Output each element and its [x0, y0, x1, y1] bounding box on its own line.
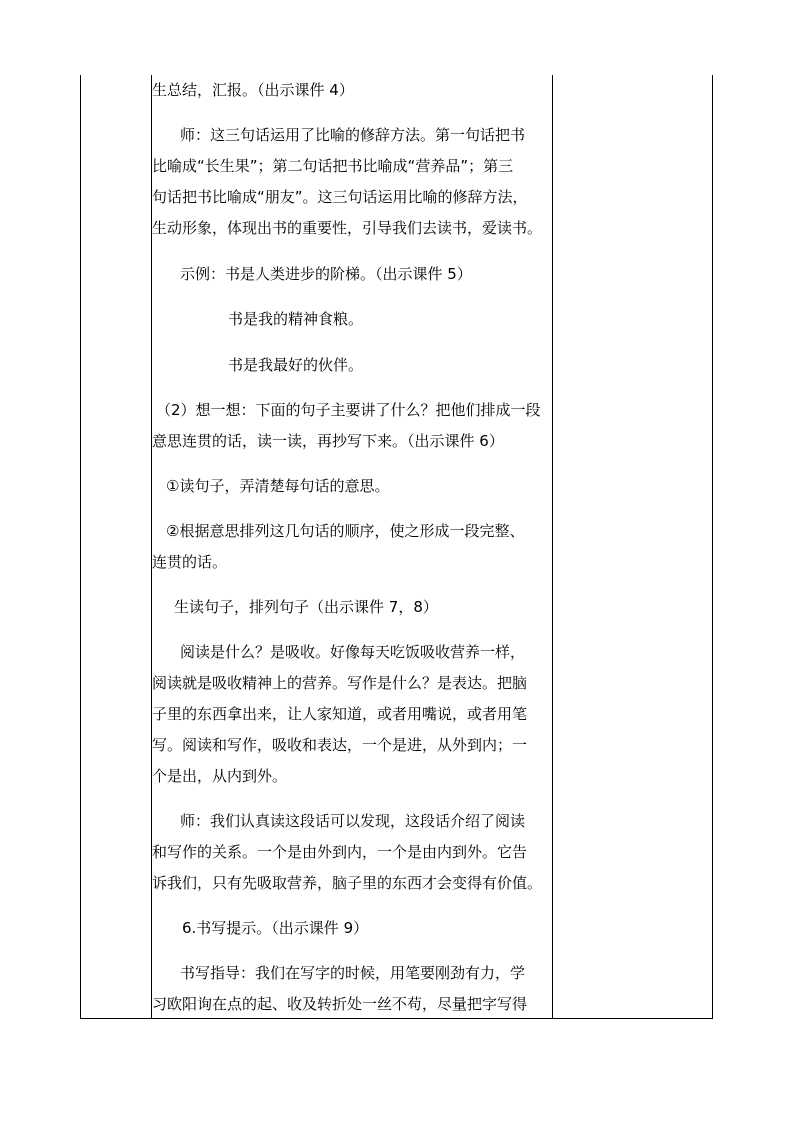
- text-line: 生动形象，体现出书的重要性，引导我们去读书，爱读书。: [152, 219, 543, 237]
- text-line: 连贯的话。: [152, 553, 228, 571]
- text-line: 意思连贯的话，读一读，再抄写下来。（出示课件 6）: [152, 432, 504, 450]
- text-line: ①读句子，弄清楚每句话的意思。: [166, 477, 390, 495]
- text-line: 诉我们，只有先吸取营养，脑子里的东西才会变得有价值。: [152, 874, 543, 892]
- table-border-bottom: [80, 1018, 713, 1019]
- text-line: 子里的东西拿出来，让人家知道，或者用嘴说，或者用笔: [152, 705, 528, 723]
- text-line: 比喻成“长生果”；第二句话把书比喻成“营养品”；第三: [152, 157, 514, 175]
- text-line: 书写指导：我们在写字的时候，用笔要刚劲有力，学: [180, 964, 526, 982]
- text-line: 示例：书是人类进步的阶梯。（出示课件 5）: [180, 265, 472, 283]
- table-divider-2: [552, 75, 553, 1019]
- text-line: 个是出，从内到外。: [152, 767, 288, 785]
- text-line: 书是我的精神食粮。: [228, 310, 364, 328]
- text-line: 生总结，汇报。（出示课件 4）: [152, 81, 354, 99]
- text-line: 句话把书比喻成“朋友”。这三句话运用比喻的修辞方法，: [152, 188, 528, 206]
- text-line: 师：这三句话运用了比喻的修辞方法。第一句话把书: [180, 126, 526, 144]
- text-line: 书是我最好的伙伴。: [228, 356, 364, 374]
- text-line: （2）想一想：下面的句子主要讲了什么？把他们排成一段: [156, 401, 541, 419]
- text-line: 写。阅读和写作，吸收和表达，一个是进，从外到内；一: [152, 736, 528, 754]
- text-line: 6.书写提示。（出示课件 9）: [182, 919, 369, 937]
- text-line: 阅读是什么？是吸收。好像每天吃饭吸收营养一样，: [180, 643, 526, 661]
- text-line: 习欧阳询在点的起、收及转折处一丝不苟，尽量把字写得: [152, 995, 528, 1013]
- table-border-left: [80, 75, 81, 1019]
- text-line: 和写作的关系。一个是由外到内，一个是由内到外。它告: [152, 843, 528, 861]
- text-line: ②根据意思排列这几句话的顺序，使之形成一段完整、: [166, 522, 525, 540]
- table-border-right: [712, 75, 713, 1019]
- text-line: 生读句子，排列句子（出示课件 7，8）: [174, 598, 438, 616]
- text-line: 师：我们认真读这段话可以发现，这段话介绍了阅读: [180, 812, 526, 830]
- text-line: 阅读就是吸收精神上的营养。写作是什么？是表达。把脑: [152, 674, 528, 692]
